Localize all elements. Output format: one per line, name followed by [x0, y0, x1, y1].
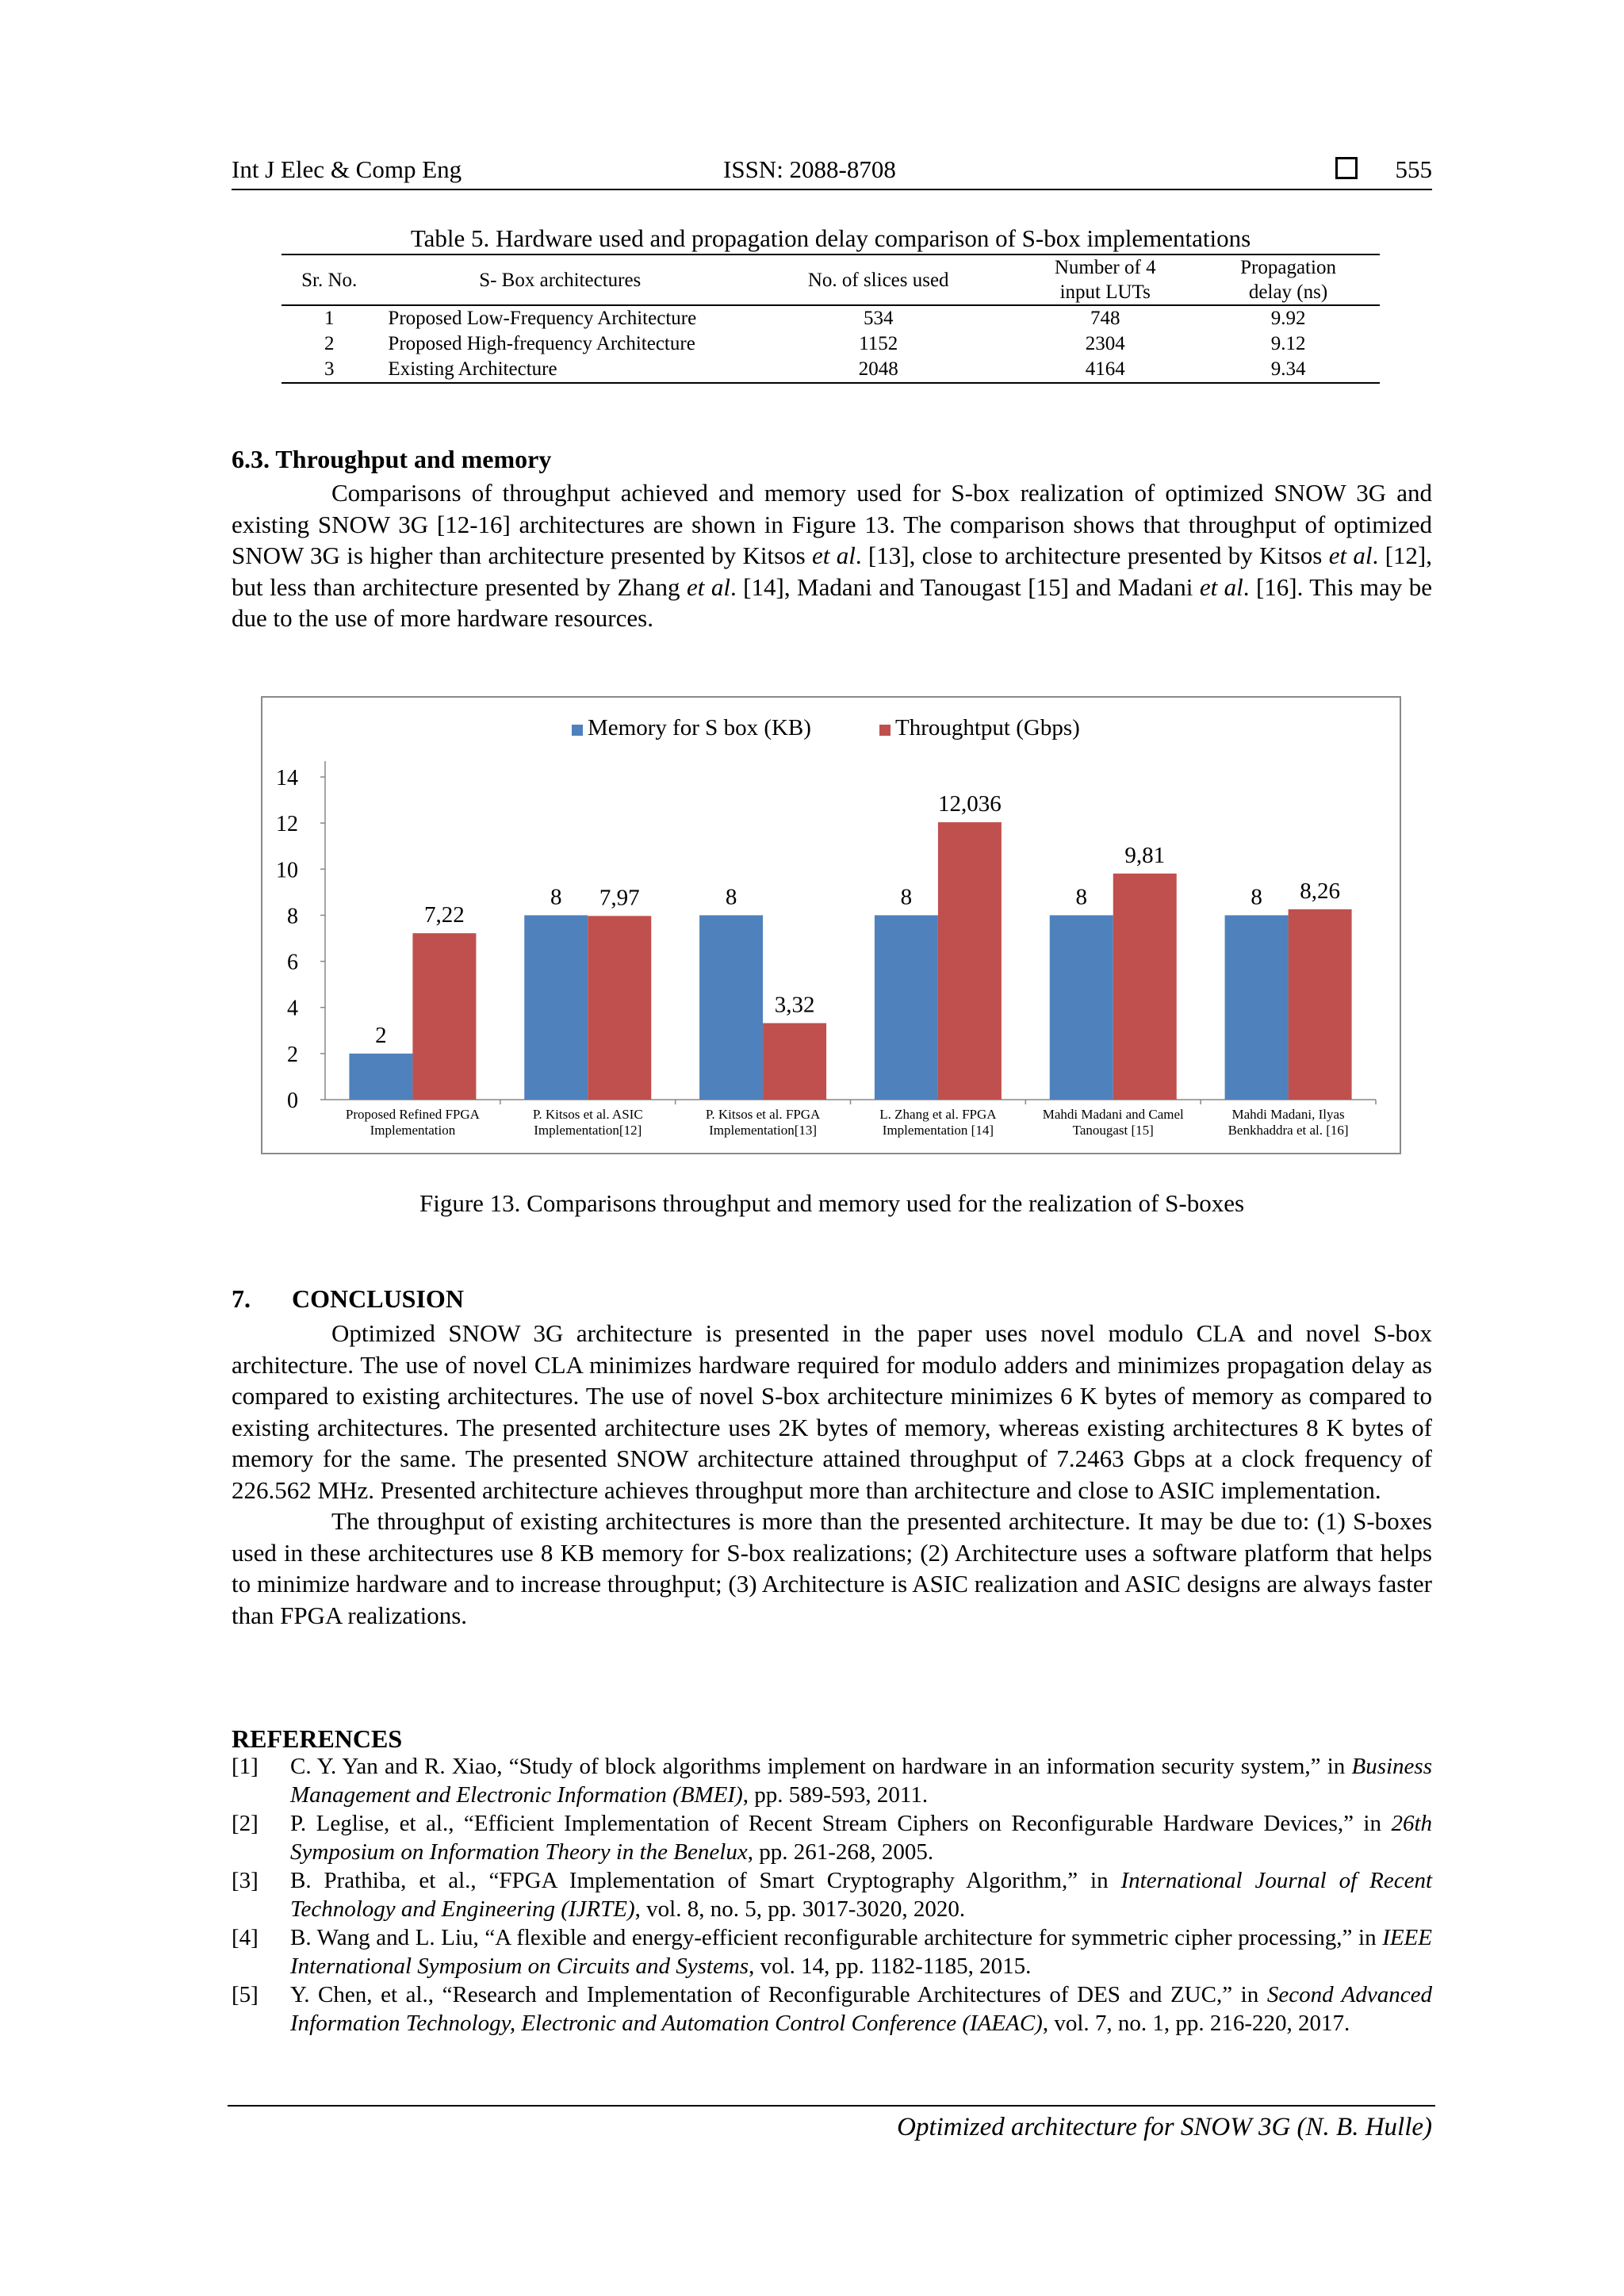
reference-text: B. Prathiba, et al., “FPGA Implementation of Smart Cryptography Algorithm,” in International Journal of Recent Technology and Engineering (IJRTE), vol. 8, no. 5, pp. 3017-3020, 2020. — [290, 1868, 1433, 1922]
header-rule — [232, 189, 1432, 190]
table-row — [282, 305, 1380, 331]
reference-text: B. Wang and L. Liu, “A flexible and energy-efficient reconfigurable architecture for symmetric cipher processing,” in IEEE International Symposium on Circuits and Systems, vol. 14, pp. 1182-1185, 2015. — [290, 1925, 1432, 1979]
memory-data-label: 8 — [550, 884, 562, 910]
table-cell: 9.12 — [1270, 333, 1306, 354]
memory-data-label: 8 — [725, 884, 737, 910]
x-tick-label: Implementation[12] — [534, 1123, 642, 1138]
section-heading-7 — [232, 1284, 464, 1314]
x-tick-label: Implementation — [370, 1123, 456, 1138]
table-cell: Proposed Low-Frequency Architecture — [388, 308, 697, 329]
section-title: CONCLUSION — [292, 1284, 464, 1313]
reference-text: P. Leglise, et al., “Efficient Implementation of Recent Stream Ciphers on Reconfigurable Hardware Devices,” in 26th Symposium on Information Theory in the Benelux, pp. 261-268, 2005. — [290, 1811, 1432, 1865]
reference-number: [2] — [232, 1811, 259, 1836]
throughput-data-label: 3,32 — [774, 992, 815, 1018]
y-tick-label: 8 — [287, 904, 298, 929]
legend-label: Memory for S box (KB) — [588, 715, 811, 740]
memory-data-label: 2 — [375, 1022, 387, 1048]
memory-bar — [875, 915, 938, 1100]
table-cell: 3 — [324, 358, 335, 380]
table-cell: 2048 — [858, 358, 898, 380]
reference-item — [232, 1809, 1432, 1866]
y-tick-label: 2 — [287, 1042, 298, 1067]
table-header-cell: Propagation delay (ns) — [1240, 257, 1336, 303]
table-header-cell: No. of slices used — [807, 269, 949, 291]
memory-bar — [1225, 915, 1289, 1100]
throughput-data-label: 9,81 — [1124, 842, 1166, 868]
memory-bar — [1050, 915, 1113, 1100]
figure-caption: Figure 13. Comparisons throughput and memory used for the realization of S-boxes — [419, 1189, 1245, 1217]
throughput-bar — [1289, 909, 1352, 1100]
reference-venue: International Journal of Recent Technology and Engineering (IJRTE) — [290, 1868, 1433, 1922]
y-tick-label: 10 — [276, 858, 298, 883]
x-tick-label: Implementation[13] — [709, 1123, 818, 1138]
x-tick-label: Tanougast [15] — [1072, 1123, 1154, 1138]
section-heading-6-3: 6.3. Throughput and memory — [232, 445, 552, 473]
y-tick-label: 6 — [287, 950, 298, 975]
square-icon — [1335, 157, 1358, 179]
x-tick-label: Mahdi Madani and Camel — [1042, 1107, 1184, 1122]
footer-rule — [228, 2105, 1435, 2107]
table-header-cell: Sr. No. — [301, 269, 358, 291]
y-tick-label: 12 — [276, 812, 298, 837]
paragraph: Optimized SNOW 3G architecture is presented in the paper uses novel modulo CLA and novel S-box architecture. The use of novel CLA minimizes hardware required for modulo adders and minimizes propagation delay as compared to existing architectures. The use of novel S-box architecture minimizes 6 K bytes of memory as compared to existing architectures. The presented architecture uses 2K bytes of memory, whereas existing architectures 8 K bytes of memory for the same. The presented SNOW architecture attained throughput of 7.2463 Gbps at a clock frequency of 226.562 MHz. Presented architecture achieves throughput more than architecture and close to ASIC implementation. — [232, 1319, 1432, 1504]
throughput-bar — [1113, 874, 1177, 1100]
page-header — [232, 155, 1432, 189]
table-cell: 2304 — [1085, 333, 1125, 354]
throughput-bar — [763, 1023, 826, 1100]
table-header-row — [282, 254, 1380, 305]
reference-venue: IEEE International Symposium on Circuits and Systems — [290, 1925, 1432, 1979]
table-5 — [282, 254, 1380, 384]
table-cell: 9.92 — [1270, 308, 1306, 329]
reference-number: [3] — [232, 1868, 259, 1893]
section-6-3-body — [232, 477, 1432, 634]
paragraph: The throughput of existing architectures is more than the presented architecture. It may be due to: (1) S-boxes used in these architectures use 8 KB memory for S-box realizations; (2) Architecture uses a software platform that helps to minimize hardware and to increase throughput; (3) Architecture is ASIC realization and ASIC designs are always faster than FPGA realizations. — [232, 1507, 1432, 1629]
table-header-cell: S- Box architectures — [479, 269, 642, 291]
x-tick-label: L. Zhang et al. FPGA — [879, 1107, 997, 1122]
table-cell: 534 — [863, 308, 894, 329]
legend-label: Throughtput (Gbps) — [895, 715, 1080, 740]
table-row — [282, 357, 1380, 383]
section-number: 7. — [232, 1284, 251, 1313]
legend-swatch — [879, 725, 891, 736]
y-tick-label: 14 — [276, 766, 298, 790]
reference-venue: Second Advanced Information Technology, Electronic and Automation Control Conference (IAEAC) — [290, 1982, 1432, 2036]
memory-bar — [349, 1054, 412, 1100]
throughput-data-label: 7,22 — [424, 902, 465, 928]
memory-bar — [524, 915, 588, 1100]
memory-data-label: 8 — [1251, 884, 1262, 910]
table-cell: 1152 — [859, 333, 898, 354]
reference-number: [1] — [232, 1754, 259, 1779]
memory-bar — [699, 915, 763, 1100]
memory-data-label: 8 — [1075, 884, 1087, 910]
reference-venue: 26th Symposium on Information Theory in the Benelux — [290, 1811, 1432, 1865]
throughput-data-label: 12,036 — [938, 791, 1002, 817]
y-tick-label: 0 — [287, 1089, 298, 1113]
table-cell: 9.34 — [1270, 358, 1306, 380]
conclusion-body — [232, 1318, 1432, 1631]
figure-13-chart-frame — [261, 696, 1401, 1154]
page-number-group — [1335, 155, 1433, 184]
reference-item — [232, 1980, 1432, 2038]
table-row — [282, 331, 1380, 357]
figure-13-chart — [262, 698, 1400, 1153]
running-footer: Optimized architecture for SNOW 3G (N. B. Hulle) — [897, 2113, 1432, 2141]
reference-text: Y. Chen, et al., “Research and Implementation of Reconfigurable Architectures of DES and ZUC,” in Second Advanced Information Technology, Electronic and Automation Control Conference (IAEAC), vol. 7, no. 1, pp. 216-220, 2017. — [290, 1982, 1432, 2036]
table-caption: Table 5. Hardware used and propagation delay comparison of S-box implementations — [410, 224, 1251, 252]
throughput-bar — [938, 822, 1002, 1100]
issn: ISSN: 2088-8708 — [723, 155, 896, 183]
reference-venue: Business Management and Electronic Information (BMEI) — [290, 1754, 1432, 1808]
reference-list — [232, 1752, 1432, 2038]
table-cell: 1 — [324, 308, 335, 329]
table-header-cell: Number of 4 input LUTs — [1054, 257, 1156, 303]
table-cell: 2 — [324, 333, 335, 354]
reference-item — [232, 1866, 1432, 1923]
throughput-bar — [588, 916, 651, 1100]
x-tick-label: Mahdi Madani, Ilyas — [1231, 1107, 1345, 1122]
memory-data-label: 8 — [900, 884, 913, 910]
table-cell: 4164 — [1085, 358, 1125, 380]
throughput-data-label: 7,97 — [599, 885, 640, 911]
x-tick-label: P. Kitsos et al. ASIC — [532, 1107, 643, 1122]
x-tick-label: P. Kitsos et al. FPGA — [705, 1107, 821, 1122]
reference-text: C. Y. Yan and R. Xiao, “Study of block algorithms implement on hardware in an information security system,” in Business Management and Electronic Information (BMEI), pp. 589-593, 2011. — [290, 1754, 1432, 1808]
reference-item — [232, 1752, 1432, 1809]
reference-number: [4] — [232, 1925, 259, 1950]
paragraph: Comparisons of throughput achieved and memory used for S-box realization of optimized SNOW 3G and existing SNOW 3G [12-16] architectures are shown in Figure 13. The comparison shows that throughput of optimized SNOW 3G is higher than architecture presented by Kitsos et al. [13], close to architecture presented by Kitsos et al. [12], but less than architecture presented by Zhang et al. [14], Madani and Tanougast [15] and Madani et al. [16]. This may be due to the use of more hardware resources. — [232, 479, 1432, 632]
throughput-data-label: 8,26 — [1300, 878, 1340, 904]
reference-number: [5] — [232, 1982, 259, 2007]
throughput-bar — [412, 933, 476, 1100]
reference-item — [232, 1923, 1432, 1980]
page-number: 555 — [1395, 155, 1432, 183]
table-cell: Existing Architecture — [388, 358, 557, 380]
x-tick-label: Implementation [14] — [882, 1123, 994, 1138]
legend-swatch — [572, 725, 583, 736]
x-tick-label: Benkhaddra et al. [16] — [1228, 1123, 1349, 1138]
journal-name: Int J Elec & Comp Eng — [232, 155, 462, 183]
table-cell: 748 — [1090, 308, 1120, 329]
references-heading: REFERENCES — [232, 1724, 403, 1753]
y-tick-label: 4 — [287, 996, 298, 1021]
x-tick-label: Proposed Refined FPGA — [345, 1107, 480, 1122]
table-cell: Proposed High-frequency Architecture — [388, 333, 695, 354]
